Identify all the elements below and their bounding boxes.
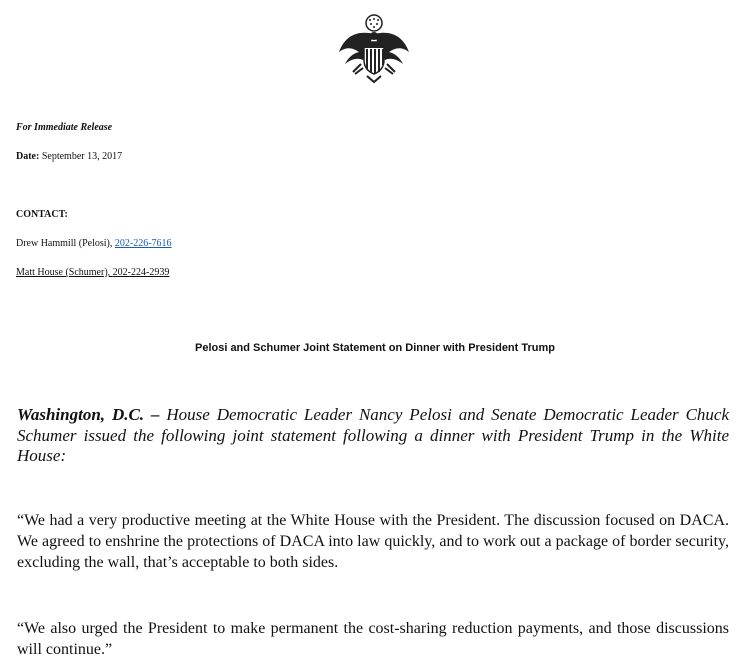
contact-name: Drew Hammill (Pelosi), [16, 238, 113, 249]
release-date [16, 151, 122, 163]
contact-name: Matt House (Schumer), [16, 267, 111, 278]
dateline: Washington, D.C. – [17, 405, 160, 424]
phone-number: 202-224-2939 [112, 267, 170, 278]
great-seal-eagle-icon [337, 12, 411, 84]
quote-paragraph: “We had a very productive meeting at the White House with the President. The discussion focused on DACA. We agreed to enshrine the protections of DACA into law quickly, and to work out a package of border security, excluding the wall, that’s acceptable to both sides. [17, 512, 729, 571]
statement-title: Pelosi and Schumer Joint Statement on Dinner with President Trump [194, 342, 555, 354]
date-label: Date: [16, 151, 40, 162]
contact-label: CONTACT: [16, 209, 68, 220]
quote-paragraph: “We also urged the President to make permanent the cost-sharing reduction payments, and those discussions will continue.” [17, 620, 729, 658]
contact-pelosi [16, 238, 172, 250]
date-value: September 13, 2017 [41, 151, 123, 162]
lead-text: House Democratic Leader Nancy Pelosi and Senate Democratic Leader Chuck Schumer issued the following joint statement following a dinner with President Trump in the White House: [17, 405, 729, 465]
release-label: For Immediate Release [16, 122, 113, 133]
contact-schumer [16, 267, 169, 279]
phone-link[interactable]: 202-226-7616 [114, 238, 172, 249]
lead-paragraph [17, 405, 729, 467]
